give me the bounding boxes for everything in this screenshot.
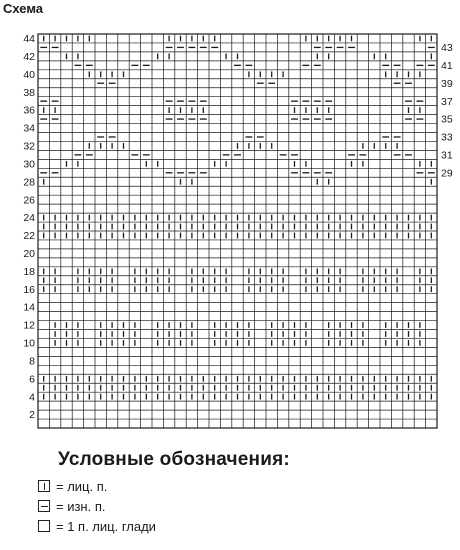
row-label-left: 18 bbox=[23, 265, 35, 278]
row-label-left: 32 bbox=[23, 140, 35, 153]
knit-stitch-icon bbox=[38, 480, 50, 492]
row-label-left: 16 bbox=[23, 283, 35, 296]
row-label-right: 43 bbox=[441, 42, 453, 55]
row-label-left: 12 bbox=[23, 319, 35, 332]
row-label-left: 8 bbox=[29, 355, 35, 368]
row-label-left: 4 bbox=[29, 391, 35, 404]
legend-empty-label: = 1 п. лиц. глади bbox=[56, 518, 156, 534]
row-label-left: 34 bbox=[23, 122, 35, 135]
legend-item-purl bbox=[38, 498, 105, 514]
empty-stitch-icon bbox=[38, 520, 50, 532]
row-label-right: 39 bbox=[441, 77, 453, 90]
row-label-left: 22 bbox=[23, 230, 35, 243]
row-label-left: 24 bbox=[23, 212, 35, 225]
row-label-left: 28 bbox=[23, 176, 35, 189]
legend-purl-label: = изн. п. bbox=[56, 498, 106, 514]
row-label-left: 30 bbox=[23, 158, 35, 171]
row-label-left: 20 bbox=[23, 247, 35, 260]
purl-stitch-icon bbox=[38, 500, 50, 512]
legend-title: Условные обозначения: bbox=[58, 449, 290, 470]
row-label-right: 37 bbox=[441, 95, 453, 108]
row-label-left: 14 bbox=[23, 301, 35, 314]
row-label-left: 42 bbox=[23, 50, 35, 63]
row-label-left: 6 bbox=[29, 373, 35, 386]
row-label-left: 26 bbox=[23, 194, 35, 207]
row-label-left: 44 bbox=[23, 33, 35, 46]
row-label-left: 2 bbox=[29, 409, 35, 422]
legend-item-empty bbox=[38, 518, 156, 534]
row-label-right: 31 bbox=[441, 149, 453, 162]
row-label-left: 36 bbox=[23, 104, 35, 117]
legend-knit-label: = лиц. п. bbox=[56, 478, 108, 494]
chart-title: Схема bbox=[3, 1, 44, 16]
row-label-right: 35 bbox=[441, 113, 453, 126]
row-label-right: 41 bbox=[441, 59, 453, 72]
row-label-left: 10 bbox=[23, 337, 35, 350]
row-label-right: 29 bbox=[441, 167, 453, 180]
legend-item-knit bbox=[38, 478, 107, 494]
row-label-left: 40 bbox=[23, 68, 35, 81]
row-label-right: 33 bbox=[441, 131, 453, 144]
row-label-left: 38 bbox=[23, 86, 35, 99]
